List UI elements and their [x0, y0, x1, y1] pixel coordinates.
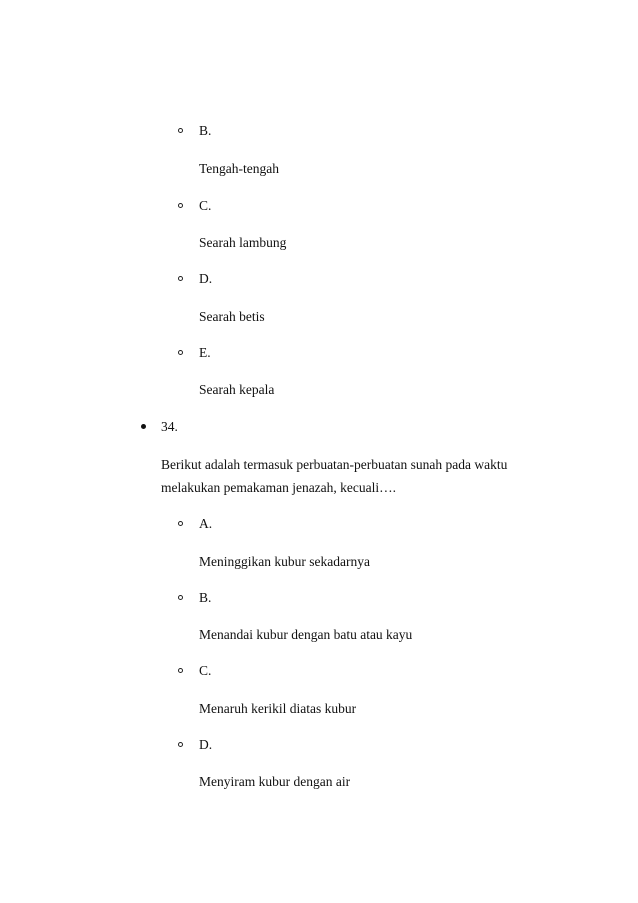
sub-bullet-icon — [178, 595, 183, 600]
sub-bullet-icon — [178, 203, 183, 208]
sub-bullet-icon — [178, 742, 183, 747]
option-text: Tengah-tengah — [199, 161, 280, 176]
question-text-line-1: Berikut adalah termasuk perbuatan-perbuatan sunah pada waktu — [161, 457, 508, 472]
option-text: Searah kepala — [199, 382, 275, 397]
option-letter: B. — [199, 590, 212, 605]
option-letter: B. — [199, 123, 212, 138]
option-text: Menyiram kubur dengan air — [199, 774, 351, 789]
option-letter: A. — [199, 516, 213, 531]
option-letter: D. — [199, 271, 213, 286]
option-text: Searah lambung — [199, 235, 287, 250]
option-text: Searah betis — [199, 309, 265, 324]
sub-bullet-icon — [178, 521, 183, 526]
question-number: 34. — [161, 419, 178, 434]
option-text: Menaruh kerikil diatas kubur — [199, 701, 357, 716]
option-letter: E. — [199, 345, 211, 360]
sub-bullet-icon — [178, 668, 183, 673]
sub-bullet-icon — [178, 128, 183, 133]
bullet-icon — [141, 424, 146, 429]
sub-bullet-icon — [178, 350, 183, 355]
option-letter: D. — [199, 737, 213, 752]
option-letter: C. — [199, 198, 212, 213]
question-text-line-2: melakukan pemakaman jenazah, kecuali…. — [161, 480, 397, 495]
sub-bullet-icon — [178, 276, 183, 281]
option-text: Menandai kubur dengan batu atau kayu — [199, 627, 413, 642]
option-text: Meninggikan kubur sekadarnya — [199, 554, 370, 569]
option-letter: C. — [199, 663, 212, 678]
